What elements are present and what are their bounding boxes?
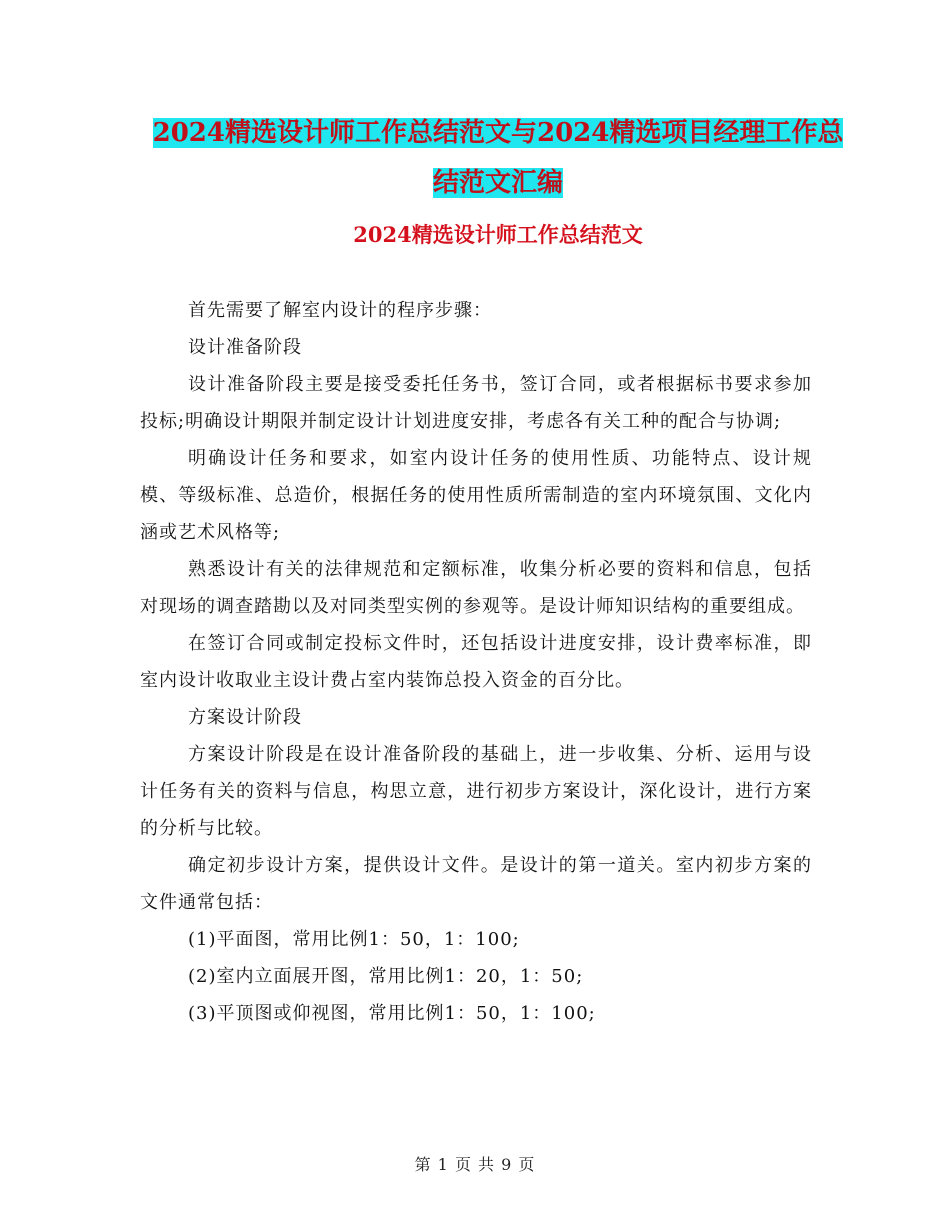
document-title-text: 2024精选设计师工作总结范文与2024精选项目经理工作总结范文汇编: [152, 118, 844, 198]
paragraph: 熟悉设计有关的法律规范和定额标准，收集分析必要的资料和信息，包括对现场的调查踏勘以及对同类型实例的参观等。是设计师知识结构的重要组成。: [140, 559, 812, 617]
paragraph: (3)平顶图或仰视图，常用比例1：50，1：100;: [188, 1003, 596, 1024]
paragraph: (1)平面图，常用比例1：50，1：100;: [188, 929, 520, 950]
paragraph: 确定初步设计方案，提供设计文件。是设计的第一道关。室内初步方案的文件通常包括：: [140, 855, 812, 913]
paragraph: 设计准备阶段: [188, 337, 302, 358]
paragraph: 方案设计阶段: [188, 707, 302, 728]
paragraph: 方案设计阶段是在设计准备阶段的基础上，进一步收集、分析、运用与设计任务有关的资料与信息，构思立意，进行初步方案设计，深化设计，进行方案的分析与比较。: [140, 744, 812, 839]
section-title: 2024精选设计师工作总结范文: [353, 222, 643, 247]
paragraph: (2)室内立面展开图，常用比例1：20，1：50;: [188, 966, 584, 987]
paragraph: 明确设计任务和要求，如室内设计任务的使用性质、功能特点、设计规模、等级标准、总造价，根据任务的使用性质所需制造的室内环境氛围、文化内涵或艺术风格等;: [140, 448, 812, 543]
page-number-footer: 第 1 页 共 9 页: [414, 1155, 536, 1174]
paragraph: 设计准备阶段主要是接受委托任务书，签订合同，或者根据标书要求参加投标;明确设计期限并制定设计计划进度安排，考虑各有关工种的配合与协调;: [140, 374, 812, 432]
paragraph: 在签订合同或制定投标文件时，还包括设计进度安排，设计费率标准，即室内设计收取业主设计费占室内装饰总投入资金的百分比。: [140, 633, 812, 691]
document-title: [140, 108, 856, 208]
document-body: [140, 292, 812, 1032]
paragraph: 首先需要了解室内设计的程序步骤：: [188, 300, 492, 321]
